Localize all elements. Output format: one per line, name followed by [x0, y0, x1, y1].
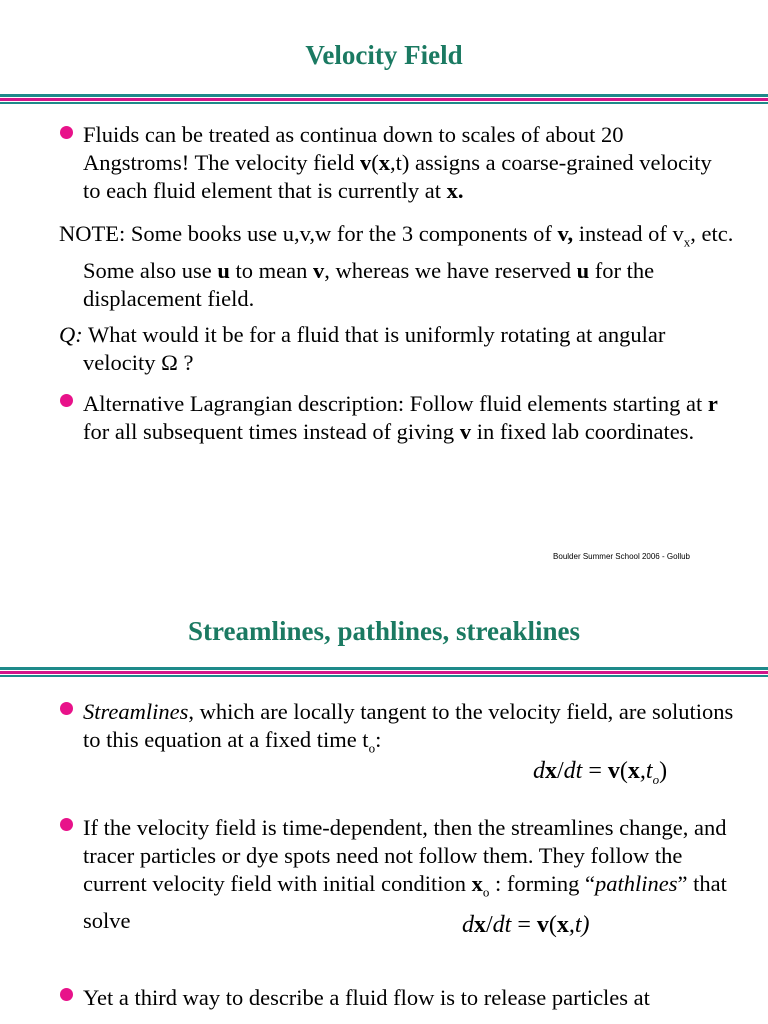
footer-credit: Boulder Summer School 2006 - Gollub: [553, 552, 690, 561]
title-divider: [0, 94, 768, 104]
bullet-icon: [60, 702, 73, 715]
bullet-icon: [60, 988, 73, 1001]
slide-title: Streamlines, pathlines, streaklines: [187, 616, 581, 646]
streamline-equation: $dx/dt = v(x,t_o)$: [533, 758, 668, 787]
pathline-equation: dx/dt = v(x,t): [462, 912, 590, 938]
bullet-icon: [60, 126, 73, 139]
bullet-icon: [60, 394, 73, 407]
bullet-pathlines: If the velocity field is time-dependent, then the streamlines change, and tracer particles or dye spots need not follow them. They follow the current velocity field with initial condition $x_o$ : forming “pathlines” that solve: [83, 815, 727, 933]
bullet-lagrangian: Alternative Lagrangian description: Follow fluid elements starting at r for all subsequent times instead of giving v in fixed lab coordinates.: [83, 391, 718, 444]
bullet-streamlines: Streamlines, which are locally tangent to the velocity field, are solutions to this equation at a fixed time $t_o$:: [83, 699, 734, 756]
note-paragraph: NOTE: Some books use u,v,w for the 3 components of v, instead of $v_x$, etc. Some also use u to mean v, whereas we have reserved u for the displacement field.: [59, 221, 734, 311]
slide-streamlines: [0, 576, 768, 1024]
bullet-icon: [60, 818, 73, 831]
bullet-velocity-field: Fluids can be treated as continua down to scales of about 20 Angstroms! The velocity field v(x,t) assigns a coarse-grained velocity to each fluid element that is currently at x.: [83, 122, 712, 203]
question-paragraph: Q: What would it be for a fluid that is uniformly rotating at angular velocity Ω ?: [59, 322, 666, 375]
slide-title: Velocity Field: [305, 40, 463, 70]
bullet-streaklines: Yet a third way to describe a fluid flow is to release particles at: [83, 985, 650, 1010]
title-divider: [0, 667, 768, 677]
